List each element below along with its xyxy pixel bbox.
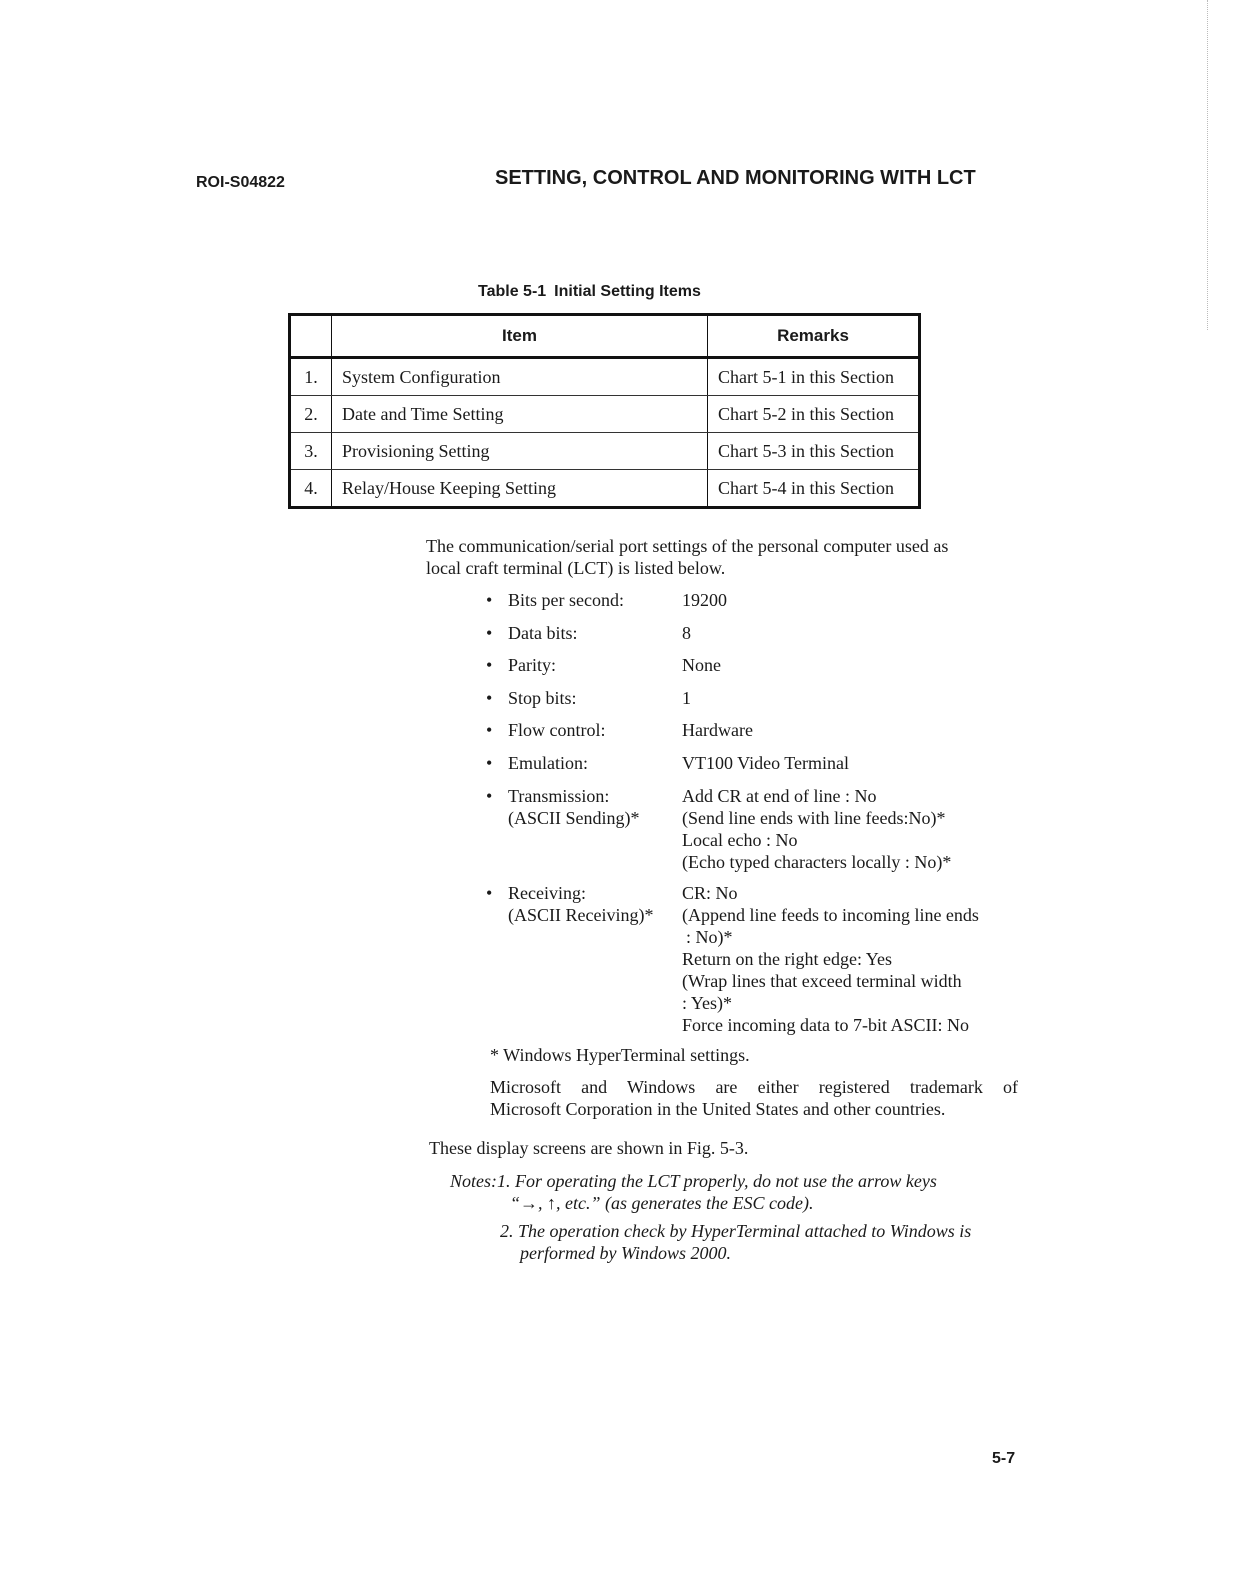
table-caption-title: Initial Setting Items bbox=[554, 283, 701, 300]
setting-sublabel: (ASCII Sending)* bbox=[508, 808, 640, 828]
page-number: 5-7 bbox=[992, 1450, 1016, 1467]
row-item: Provisioning Setting bbox=[332, 433, 708, 470]
note-line: “→, ↑, etc.” (as generates the ESC code). bbox=[510, 1193, 814, 1213]
row-item: Date and Time Setting bbox=[332, 396, 708, 433]
row-remarks: Chart 5-1 in this Section bbox=[708, 358, 920, 396]
initial-setting-items-table bbox=[288, 313, 921, 509]
intro-line: local craft terminal (LCT) is listed below. bbox=[426, 558, 726, 578]
table-caption bbox=[478, 283, 701, 301]
table-row bbox=[290, 358, 920, 396]
setting-label: Emulation: bbox=[508, 753, 588, 773]
setting-value: None bbox=[682, 655, 721, 675]
row-number: 2. bbox=[290, 396, 332, 433]
bullet: • bbox=[486, 720, 493, 740]
intro-line: The communication/serial port settings of the personal computer used as bbox=[426, 536, 949, 556]
table-row bbox=[290, 433, 920, 470]
setting-value-line: Add CR at end of line : No bbox=[682, 786, 877, 806]
setting-label: Receiving: bbox=[508, 883, 586, 903]
setting-value-line: Return on the right edge: Yes bbox=[682, 949, 892, 969]
table-row bbox=[290, 396, 920, 433]
list-item-receiving bbox=[486, 882, 1016, 1038]
list-item-transmission bbox=[486, 785, 1016, 875]
trademark-notice bbox=[490, 1076, 1018, 1120]
setting-value-line: : Yes)* bbox=[682, 993, 733, 1013]
row-item: Relay/House Keeping Setting bbox=[332, 470, 708, 508]
footnote: * Windows HyperTerminal settings. bbox=[490, 1045, 750, 1065]
table-row bbox=[290, 470, 920, 508]
setting-value: 19200 bbox=[682, 590, 727, 610]
setting-value-line: CR: No bbox=[682, 883, 738, 903]
trademark-line: Microsoft and Windows are either registered trademark of bbox=[490, 1077, 1018, 1097]
setting-value: Hardware bbox=[682, 720, 753, 740]
setting-value: 1 bbox=[682, 688, 691, 708]
column-header-remarks: Remarks bbox=[708, 315, 920, 358]
bullet: • bbox=[486, 655, 493, 675]
setting-label: Data bits: bbox=[508, 623, 578, 643]
bullet: • bbox=[486, 688, 493, 708]
note-line: Notes:1. For operating the LCT properly, do not use the arrow keys bbox=[450, 1171, 937, 1191]
bullet: • bbox=[486, 590, 493, 610]
setting-value-line: (Echo typed characters locally : No)* bbox=[682, 852, 952, 872]
trademark-line: Microsoft Corporation in the United States and other countries. bbox=[490, 1099, 946, 1119]
column-header-number bbox=[290, 315, 332, 358]
setting-value-line: Local echo : No bbox=[682, 830, 798, 850]
document-id: ROI-S04822 bbox=[196, 174, 285, 191]
setting-value-line: (Append line feeds to incoming line ends bbox=[682, 905, 979, 925]
note-line: performed by Windows 2000. bbox=[520, 1243, 731, 1263]
setting-label: Bits per second: bbox=[508, 590, 624, 610]
intro-paragraph bbox=[426, 535, 1016, 579]
setting-value-line: Force incoming data to 7-bit ASCII: No bbox=[682, 1015, 969, 1035]
note-line: 2. The operation check by HyperTerminal attached to Windows is bbox=[500, 1221, 972, 1241]
table-header-row bbox=[290, 315, 920, 358]
display-screens-text: These display screens are shown in Fig. 5-3. bbox=[429, 1138, 749, 1158]
bullet: • bbox=[486, 623, 493, 643]
row-remarks: Chart 5-4 in this Section bbox=[718, 477, 894, 498]
setting-label: Parity: bbox=[508, 655, 556, 675]
bullet: • bbox=[486, 786, 493, 806]
scan-edge-mark bbox=[1207, 0, 1209, 330]
setting-label: Transmission: bbox=[508, 786, 610, 806]
row-number: 1. bbox=[290, 358, 332, 396]
setting-value: 8 bbox=[682, 623, 691, 643]
bullet: • bbox=[486, 753, 493, 773]
setting-value-line: (Send line ends with line feeds:No)* bbox=[682, 808, 946, 828]
row-remarks: Chart 5-3 in this Section bbox=[708, 433, 920, 470]
table-caption-number: Table 5-1 bbox=[478, 283, 547, 300]
column-header-item: Item bbox=[332, 315, 708, 358]
setting-sublabel: (ASCII Receiving)* bbox=[508, 905, 654, 925]
row-remarks: Chart 5-2 in this Section bbox=[708, 396, 920, 433]
setting-value-line: : No)* bbox=[686, 927, 733, 947]
bullet: • bbox=[486, 883, 493, 903]
page-header-title: SETTING, CONTROL AND MONITORING WITH LCT bbox=[495, 167, 976, 189]
setting-value-line: (Wrap lines that exceed terminal width bbox=[682, 971, 962, 991]
setting-label: Stop bits: bbox=[508, 688, 577, 708]
setting-label: Flow control: bbox=[508, 720, 606, 740]
row-number: 3. bbox=[290, 433, 332, 470]
setting-value: VT100 Video Terminal bbox=[682, 753, 849, 773]
row-number: 4. bbox=[290, 470, 332, 508]
row-item: System Configuration bbox=[332, 358, 708, 396]
